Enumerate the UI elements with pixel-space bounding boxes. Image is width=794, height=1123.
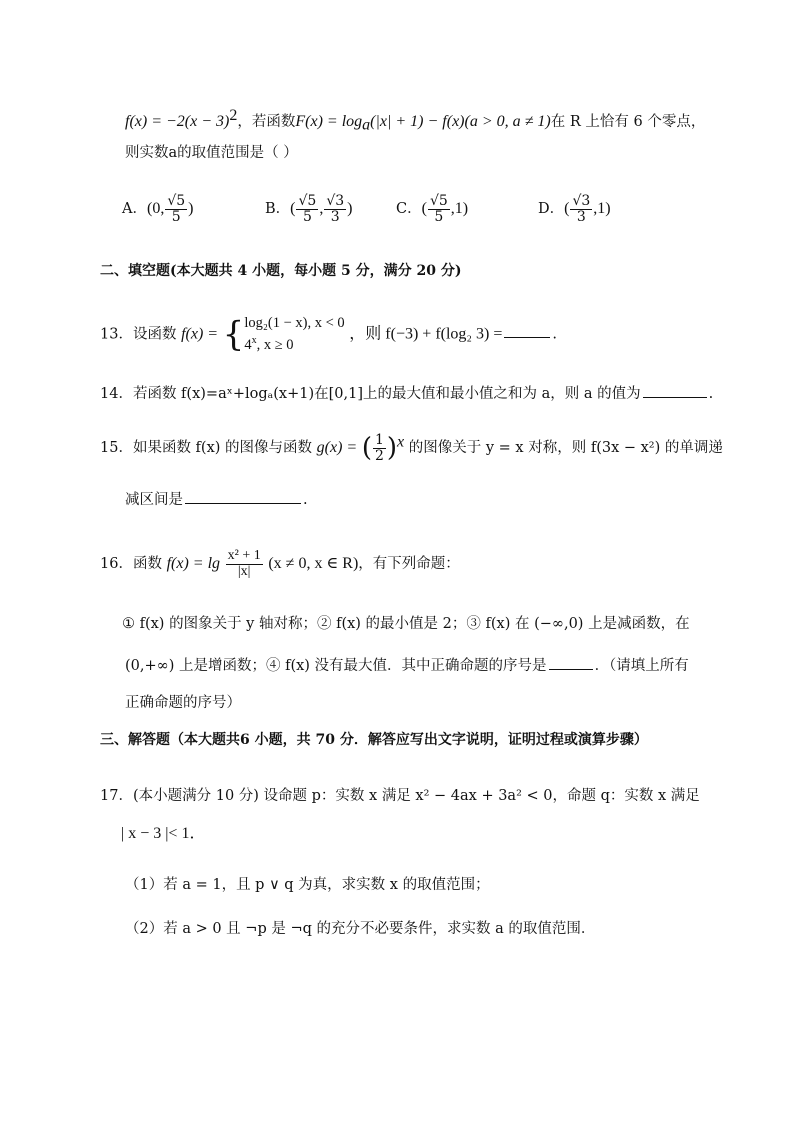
q14-text: 14．若函数 f(x)=aˣ+logₐ(x+1)在[0,1]上的最大值和最小值之和为 a，则 a 的值为	[100, 386, 641, 402]
option-b-pre: (	[290, 200, 296, 218]
q13-answer-blank[interactable]	[504, 336, 550, 338]
option-a-pre: (0,	[146, 200, 165, 218]
option-a-label: A．	[122, 201, 147, 218]
q15-den: 2	[374, 447, 384, 464]
q15-paren-open: (	[361, 433, 372, 464]
q16-cond: (x ≠ 0, x ∈ R)	[268, 555, 359, 573]
q15-num: 1	[374, 432, 384, 448]
section2-heading: 二、填空题(本大题共 4 小题，每小题 5 分，满分 20 分)	[100, 263, 462, 279]
q16-lead: 16．函数	[100, 556, 162, 573]
option-a-post: )	[188, 200, 194, 218]
option-b-num1: √5	[298, 193, 317, 209]
q13-case2	[244, 334, 344, 355]
q16-line4: 正确命题的序号）	[125, 695, 241, 711]
q17-part2: （2）若 a > 0 且 ¬p 是 ¬q 的充分不必要条件，求实数 a 的取值范围．	[125, 921, 596, 937]
q13-case2-sup: x	[251, 334, 257, 346]
q16-fraction	[226, 549, 263, 579]
option-b-label: B．	[265, 201, 291, 218]
q15-line2	[125, 493, 308, 508]
q15-fraction	[373, 433, 386, 463]
q16-line1	[100, 549, 460, 579]
q15-line2-text: 减区间是	[125, 492, 183, 508]
option-b-den1: 5	[302, 208, 312, 225]
q15-mid: 的图像关于 y = x 对称，则 f(3x − x²) 的单调递	[408, 440, 723, 457]
q12-line1	[125, 108, 705, 134]
option-d-num: √3	[572, 193, 591, 209]
option-c-label: C．	[396, 201, 422, 218]
option-c-post: ,1)	[450, 200, 469, 218]
option-d[interactable]	[538, 194, 611, 224]
q16-tail: ，有下列命题：	[358, 556, 460, 573]
q13-cases	[244, 314, 344, 355]
q17-part1: （1）若 a = 1，且 p ∨ q 为真，求实数 x 的取值范围；	[125, 877, 490, 893]
q16-line3	[125, 659, 689, 674]
option-d-post: ,1)	[593, 200, 611, 218]
option-a[interactable]	[122, 194, 193, 224]
q15-g: g(x) =	[316, 439, 358, 457]
option-d-pre: (	[564, 200, 570, 218]
q13-case2-rest: , x ≥ 0	[256, 336, 294, 353]
option-b-den2: 3	[330, 208, 340, 225]
option-c-den: 5	[434, 208, 444, 225]
q17-line1: 17．(本小题满分 10 分) 设命题 p：实数 x 满足 x² − 4ax + 3a² < 0，命题 q：实数 x 满足	[100, 788, 700, 804]
q15-line1	[100, 433, 723, 463]
q16-num: x² + 1	[227, 548, 261, 563]
q16-line2: ① f(x) 的图象关于 y 轴对称；② f(x) 的最小值是 2；③ f(x) 在 (−∞,0) 上是减函数，在	[122, 616, 690, 632]
option-b-fraction1	[296, 194, 318, 224]
q13-case2-base: 4	[244, 336, 252, 353]
q14	[100, 387, 713, 402]
q13-case1: log₂(1 − x), x < 0	[244, 315, 345, 331]
q13	[100, 314, 557, 355]
q12-F-rest: (|x| + 1) − f(x)(a > 0, a ≠ 1)	[370, 112, 551, 130]
option-d-den: 3	[576, 208, 586, 225]
q16-line3-end: ．（请填上所有	[594, 658, 689, 674]
q14-answer-blank[interactable]	[643, 396, 707, 398]
q17-line2: | x − 3 |< 1．	[121, 825, 206, 842]
section3-heading: 三、解答题（本大题共6 小题，共 70 分．解答应写出文字说明，证明过程或演算步骤）	[100, 732, 648, 748]
q13-end: .	[552, 326, 557, 343]
q16-line3-text: (0,+∞) 上是增函数；④ f(x) 没有最大值．其中正确命题的序号是	[125, 658, 547, 674]
option-c-fraction	[428, 194, 450, 224]
q12-fx: f(x) = −2(x − 3)	[125, 112, 230, 130]
q12-text: ，若函数	[237, 113, 296, 130]
q16-answer-blank[interactable]	[549, 668, 593, 670]
option-c-num: √5	[429, 193, 448, 209]
q12-tail: 在 R 上恰有 6 个零点，	[550, 113, 706, 130]
q16-f: f(x) = lg	[166, 555, 221, 573]
option-a-num: √5	[167, 193, 186, 209]
q12-F: F(x) = log	[295, 112, 363, 130]
option-b[interactable]	[265, 194, 352, 224]
q13-brace: {	[222, 314, 245, 355]
option-b-mid: ,	[319, 200, 324, 218]
option-c[interactable]	[396, 194, 468, 224]
q15-paren-close: )	[386, 433, 398, 464]
option-b-num2: √3	[326, 193, 345, 209]
option-c-pre: (	[421, 200, 427, 218]
q12-line2: 则实数a的取值范围是（ ）	[125, 145, 298, 161]
q14-end: .	[708, 386, 714, 402]
q12-exponent: 2	[229, 107, 238, 124]
option-a-den: 5	[171, 208, 181, 225]
option-d-fraction	[570, 194, 592, 224]
q16-den: |x|	[237, 563, 251, 579]
q15-answer-blank[interactable]	[185, 502, 301, 504]
option-b-post: )	[347, 200, 353, 218]
q13-tail: ，则 f(−3) + f(log₂ 3) =	[349, 325, 503, 343]
q15-exponent: x	[397, 433, 405, 451]
q13-lead: 13．设函数	[100, 326, 177, 343]
q15-lead: 15．如果函数 f(x) 的图像与函数	[100, 440, 313, 457]
option-a-fraction	[165, 194, 187, 224]
q13-fx: f(x) =	[181, 325, 219, 343]
q15-end: .	[303, 492, 308, 508]
option-d-label: D．	[538, 201, 565, 218]
q12-F-sub: a	[362, 116, 371, 134]
option-b-fraction2	[324, 194, 346, 224]
